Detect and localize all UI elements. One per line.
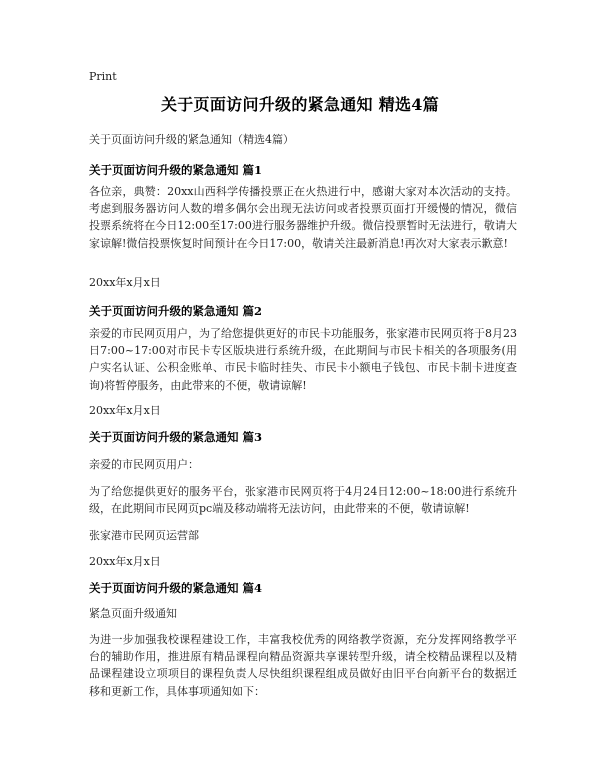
section-3-heading: 关于页面访问升级的紧急通知 篇3 (89, 430, 263, 444)
section-3-signature: 张家港市民网页运营部 (89, 529, 199, 542)
section-3-greeting: 亲爱的市民网页用户： (89, 458, 199, 471)
section-1-heading: 关于页面访问升级的紧急通知 篇1 (89, 163, 263, 177)
section-2-date: 20xx年x月x日 (89, 404, 161, 417)
section-1-paragraph: 各位亲，典赞：20xx山西科学传播投票正在火热进行中，感谢大家对本次活动的支持。考虑到服务器访问人数的增多偶尔会出现无法访问或者投票页面打开缓慢的情况，微信投票系统将在今日12:00至17:00进行服务器维护升级。微信投票暂时无法进行，敬请大家谅解!微信投票恢复时间预计在今日17:00，敬请关注最新消息!再次对大家表示歉意! (89, 185, 517, 250)
section-2-heading: 关于页面访问升级的紧急通知 篇2 (89, 304, 263, 318)
section-4-paragraph: 为进一步加强我校课程建设工作，丰富我校优秀的网络教学资源，充分发挥网络教学平台的辅助作用，推进原有精品课程向精品资源共享课转型升级，请全校精品课程以及精品课程建设立项项目的课程负责人尽快组织课程组成员做好由旧平台向新平台的数据迁移和更新工作，具体事项通知如下： (89, 633, 517, 698)
document-title: 关于页面访问升级的紧急通知 精选4篇 (160, 95, 440, 114)
print-label[interactable]: Print (89, 70, 117, 83)
section-4-heading: 关于页面访问升级的紧急通知 篇4 (89, 581, 263, 595)
section-1-date: 20xx年x月x日 (89, 276, 161, 289)
section-3-date: 20xx年x月x日 (89, 555, 161, 568)
section-3-paragraph: 为了给您提供更好的服务平台，张家港市民网页将于4月24日12:00~18:00进行系统升级，在此期间市民网页pc端及移动端将无法访问，由此带来的不便，敬请谅解! (89, 485, 517, 516)
section-4-greeting: 紧急页面升级通知 (89, 607, 177, 620)
section-2-paragraph: 亲爱的市民网页用户，为了给您提供更好的市民卡功能服务，张家港市民网页将于8月23日7:00~17:00对市民卡专区版块进行系统升级，在此期间与市民卡相关的各项服务(用户实名认证、公积金账单、市民卡临时挂失、市民卡小额电子钱包、市民卡制卡进度查询)将暂停服务，由此带来的不便，敬请谅解! (89, 327, 517, 392)
document-subtitle: 关于页面访问升级的紧急通知（精选4篇） (89, 133, 294, 146)
